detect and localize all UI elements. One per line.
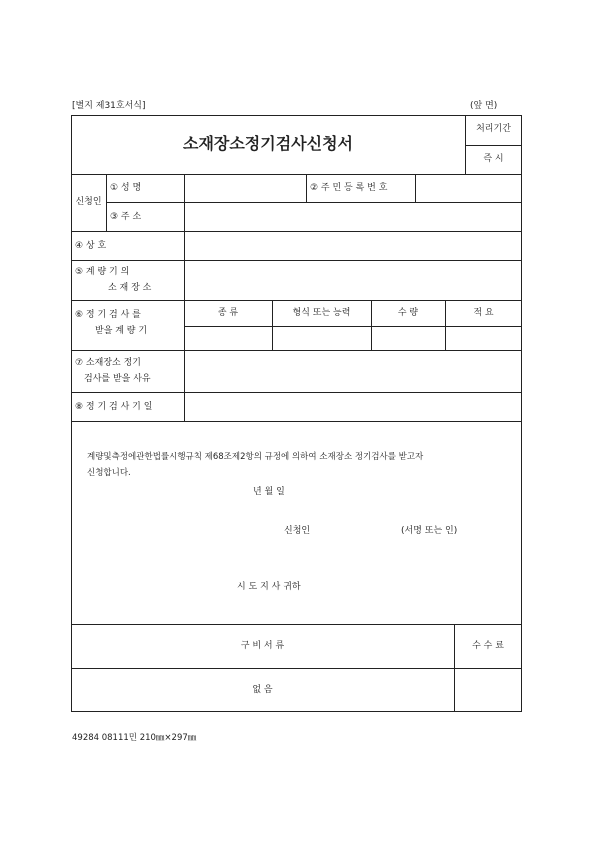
instrument-label-line2: 받을 계 량 기 bbox=[95, 326, 148, 336]
location-label-line1: ⑤ 계 량 기 의 bbox=[75, 267, 130, 277]
footer-code: 49284 08111민 210㎜×297㎜ bbox=[72, 733, 197, 743]
instrument-label-line1: ⑥ 정 기 검 사 를 bbox=[75, 310, 141, 320]
form-frame bbox=[71, 115, 522, 712]
applicant-group-label: 신청인 bbox=[75, 197, 102, 207]
statement-line1: 계량및측정에관한법률시행규칙 제68조제2항의 규정에 의하여 소재장소 정기검사를 받고자 bbox=[87, 452, 424, 462]
processing-period-label: 처리기간 bbox=[476, 124, 511, 134]
date-line: 년 월 일 bbox=[253, 487, 285, 497]
column-quantity: 수 량 bbox=[397, 308, 419, 318]
page-side: (앞 면) bbox=[470, 101, 498, 111]
column-remarks: 적 요 bbox=[473, 308, 494, 318]
rrn-label: ② 주 민 등 록 번 호 bbox=[310, 183, 388, 193]
location-label-line2: 소 재 장 소 bbox=[108, 283, 152, 293]
form-number: [별지 제31호서식] bbox=[72, 101, 146, 111]
fee-label: 수 수 료 bbox=[472, 641, 504, 651]
signature-label: (서명 또는 인) bbox=[401, 526, 458, 536]
documents-value: 없 음 bbox=[252, 685, 273, 695]
recipient-line: 시 도 지 사 귀하 bbox=[237, 582, 301, 592]
applicant-sign-label: 신청인 bbox=[284, 526, 311, 536]
form-title: 소재장소정기검사신청서 bbox=[182, 134, 354, 153]
column-type: 종 류 bbox=[217, 308, 239, 318]
name-label: ① 성 명 bbox=[110, 183, 142, 193]
inspection-date-label: ⑧ 정 기 검 사 기 일 bbox=[75, 402, 153, 412]
reason-label-line2: 검사를 받을 사유 bbox=[84, 374, 151, 384]
documents-label: 구 비 서 류 bbox=[240, 641, 285, 651]
processing-period-value: 즉 시 bbox=[483, 154, 504, 164]
column-model-capacity: 형식 또는 능력 bbox=[292, 308, 351, 318]
statement-line2: 신청합니다. bbox=[87, 468, 131, 478]
reason-label-line1: ⑦ 소재장소 정기 bbox=[75, 358, 141, 368]
address-label: ③ 주 소 bbox=[110, 212, 142, 222]
business-name-label: ④ 상 호 bbox=[75, 241, 107, 251]
